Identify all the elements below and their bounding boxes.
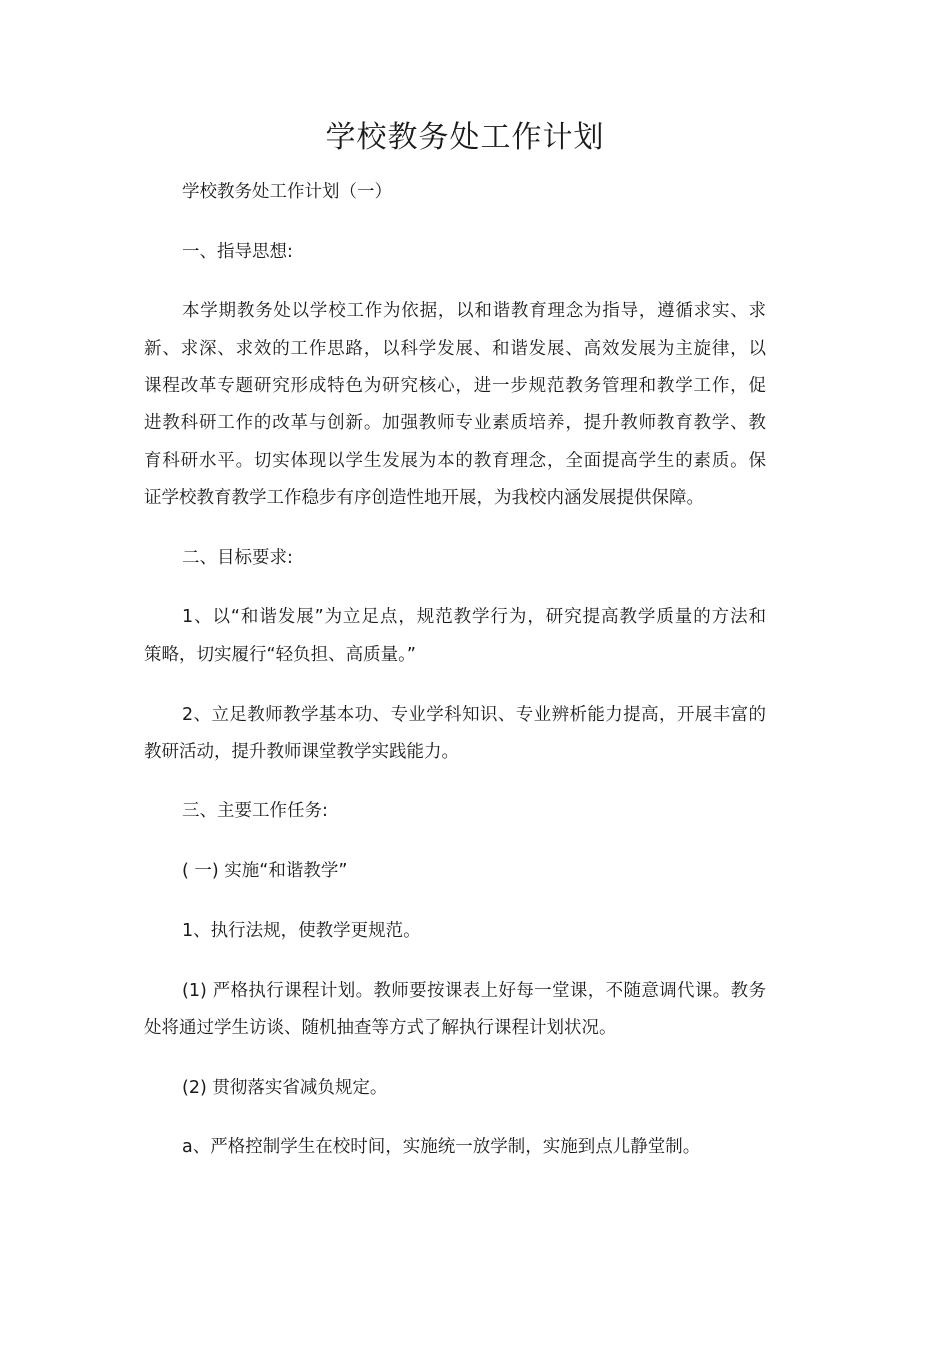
paragraph-line: 处将通过学生访谈、随机抽查等方式了解执行课程计划状况。 [144,1018,617,1038]
paragraph-line: 2、立足教师教学基本功、专业学科知识、专业辨析能力提高，开展丰富的 [182,705,766,725]
section-heading-guiding: 一、指导思想: [182,242,293,262]
paragraph-line: 课程改革专题研究形成特色为研究核心，进一步规范教务管理和教学工作，促 [144,376,766,396]
section-heading-tasks: 三、主要工作任务: [182,801,328,821]
subsection-heading: ( 一) 实施“和谐教学” [182,861,348,881]
list-item: 1、执行法规，使教学更规范。 [182,921,421,941]
list-item: a、严格控制学生在校时间，实施统一放学制，实施到点儿静堂制。 [182,1137,701,1157]
paragraph-line: 证学校教育教学工作稳步有序创造性地开展，为我校内涵发展提供保障。 [144,488,704,508]
paragraph-line: 教研活动，提升教师课堂教学实践能力。 [144,742,459,762]
paragraph-line: 1、以“和谐发展”为立足点，规范教学行为，研究提高教学质量的方法和 [182,607,766,627]
paragraph-line: 育科研水平。切实体现以学生发展为本的教育理念，全面提高学生的素质。保 [144,451,766,471]
paragraph-line: 进教科研工作的改革与创新。加强教师专业素质培养，提升教师教育教学、教 [144,413,766,433]
document-title: 学校教务处工作计划 [325,120,605,155]
paragraph-line: 新、求深、求效的工作思路，以科学发展、和谐发展、高效发展为主旋律，以 [144,339,766,359]
list-item: (2) 贯彻落实省减负规定。 [182,1078,388,1098]
paragraph-line: 策略，切实履行“轻负担、高质量。” [144,645,416,665]
section-heading-goals: 二、目标要求: [182,548,293,568]
paragraph-line: (1) 严格执行课程计划。教师要按课表上好每一堂课，不随意调代课。教务 [182,981,766,1001]
document-subtitle: 学校教务处工作计划（一） [182,182,392,202]
paragraph-line: 本学期教务处以学校工作为依据，以和谐教育理念为指导，遵循求实、求 [182,301,766,321]
